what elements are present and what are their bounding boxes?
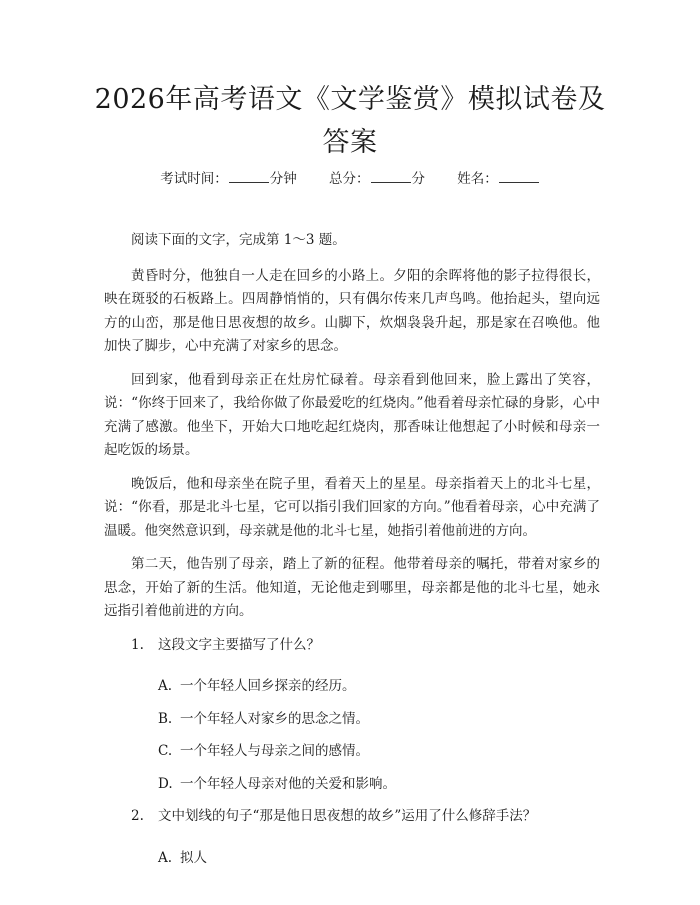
- name-field: [457, 170, 540, 188]
- question-1: [104, 634, 600, 797]
- exam-time-blank[interactable]: [229, 170, 269, 183]
- question-stem: [104, 805, 600, 829]
- reading-instruction: 阅读下面的文字，完成第 1～3 题。: [131, 232, 346, 248]
- option-b[interactable]: [158, 708, 600, 732]
- passage-paragraph: 回到家，他看到母亲正在灶房忙碌着。母亲看到他回来，脸上露出了笑容，说：“你终于回来了，我给你做了你最爱吃的红烧肉。”他看着母亲忙碌的身影，心中充满了感激。他坐下，开始大口地吃起红烧肉，那香味让他想起了小时候和母亲一起吃饭的场景。: [104, 371, 600, 458]
- question-number: 1.: [131, 636, 144, 653]
- passage-paragraph: 第二天，他告别了母亲，踏上了新的征程。他带着母亲的嘱托，带着对家乡的思念，开始了新的生活。他知道，无论他走到哪里，母亲都是他的北斗七星，她永远指引着他前进的方向。: [104, 556, 600, 619]
- question-2: [104, 805, 600, 870]
- total-score-field: [329, 170, 425, 188]
- question-number: 2.: [131, 808, 144, 824]
- option-list: [104, 847, 600, 871]
- option-letter: C.: [158, 743, 173, 759]
- option-list: [104, 675, 600, 796]
- option-text: 一个年轻人母亲对他的关爱和影响。: [180, 775, 396, 792]
- option-a[interactable]: [158, 675, 600, 699]
- total-score-label: 总分：: [329, 171, 370, 187]
- name-blank[interactable]: [499, 170, 539, 183]
- exam-title: 2026年高考语文《文学鉴赏》模拟试卷及答案: [94, 84, 606, 158]
- question-stem: [104, 634, 600, 658]
- option-letter: A.: [158, 849, 173, 866]
- question-text: 这段文字主要描写了什么？: [158, 636, 320, 653]
- question-text: 文中划线的句子“那是他日思夜想的故乡”运用了什么修辞手法？: [158, 808, 537, 824]
- option-text: 一个年轻人对家乡的思念之情。: [180, 710, 369, 727]
- exam-time-label: 考试时间：: [160, 171, 228, 187]
- passage-paragraph: 黄昏时分，他独自一人走在回乡的小路上。夕阳的余晖将他的影子拉得很长，映在斑驳的石板路上。四周静悄悄的，只有偶尔传来几声鸟鸣。他抬起头，望向远方的山峦，那是他日思夜想的故乡。山脚下，炊烟袅袅升起，那是家在召唤他。他加快了脚步，心中充满了对家乡的思念。: [104, 267, 600, 354]
- total-score-blank[interactable]: [371, 170, 411, 183]
- option-d[interactable]: [158, 773, 600, 797]
- name-label: 姓名：: [457, 171, 498, 187]
- option-letter: A.: [158, 678, 173, 694]
- exam-info-line: [0, 170, 700, 188]
- exam-content: [104, 229, 600, 879]
- exam-time-unit: 分钟: [269, 171, 297, 187]
- passage-paragraph: 晚饭后，他和母亲坐在院子里，看着天上的星星。母亲指着天上的北斗七星，说：“你看，那是北斗七星，它可以指引我们回家的方向。”他看着母亲，心中充满了温暖。他突然意识到，母亲就是他的北斗七星，她指引着他前进的方向。: [104, 475, 600, 539]
- option-text: 一个年轻人与母亲之间的感情。: [180, 743, 369, 759]
- option-letter: B.: [158, 710, 173, 727]
- exam-time-field: [160, 170, 297, 188]
- option-a[interactable]: [158, 847, 600, 871]
- option-letter: D.: [158, 775, 173, 792]
- option-text: 一个年轻人回乡探亲的经历。: [180, 678, 356, 694]
- total-score-unit: 分: [411, 171, 425, 187]
- option-c[interactable]: [158, 740, 600, 764]
- option-text: 拟人: [180, 849, 207, 866]
